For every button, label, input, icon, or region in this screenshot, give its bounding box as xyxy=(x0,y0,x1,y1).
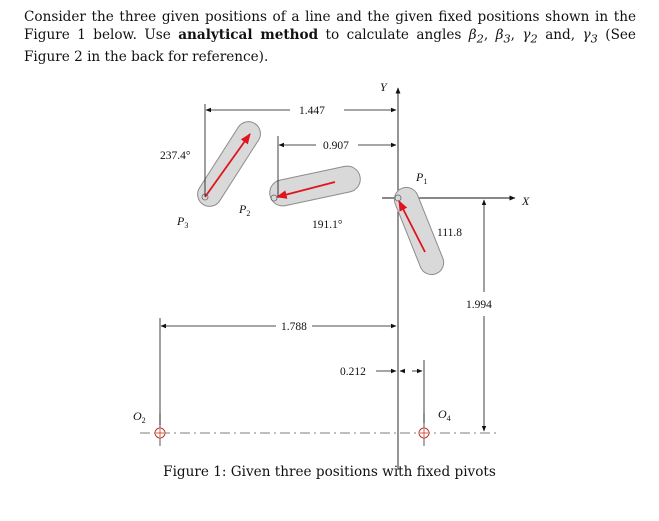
svg-text:1.788: 1.788 xyxy=(281,321,307,333)
angle-111-label: 111.8 xyxy=(437,227,463,239)
point-p1-label: $P_1$ xyxy=(416,170,428,186)
gamma-3: $\gamma_3$ xyxy=(582,27,598,46)
problem-statement: Consider the three given positions of a line and the given fixed positions shown in the Figure 1 below. Use analytical method to calculate angles $\beta_2$, $\beta_3$, $\gamma_2$ and, $\gamma_3$ (See Figure 2 in the back for reference). xyxy=(24,9,636,65)
angle-191-label: 191.1° xyxy=(312,219,343,231)
link-position-p2 xyxy=(267,164,362,209)
svg-text:1.447: 1.447 xyxy=(299,105,325,117)
beta-3: $\beta_3$ xyxy=(495,27,511,46)
beta-2: $\beta_2$ xyxy=(468,27,484,46)
svg-text:0.212: 0.212 xyxy=(340,366,366,378)
and-word: and, xyxy=(537,27,583,43)
link-position-p3 xyxy=(193,117,265,211)
dimension-0212 xyxy=(340,360,424,423)
svg-text:0.907: 0.907 xyxy=(323,140,349,152)
problem-text-2: to calculate angles xyxy=(318,27,469,43)
pivot-o2 xyxy=(155,414,165,446)
problem-text-1: Consider the three given positions of a line and the given fixed positions shown in the Figure 1 below. Use xyxy=(24,9,636,43)
problem-bold-text: analytical method xyxy=(178,27,319,43)
pivot-o4-label: $O_4$ xyxy=(438,407,451,423)
svg-text:1.994: 1.994 xyxy=(466,299,492,311)
angle-237-label: 237.4° xyxy=(160,150,191,162)
dimension-1994 xyxy=(466,200,492,431)
gamma-2: $\gamma_2$ xyxy=(522,27,538,46)
problem-text-3: (See Figure 2 in the back for reference). xyxy=(24,27,636,65)
point-p3-label: $P_3$ xyxy=(177,214,189,230)
x-axis-label: X xyxy=(522,194,530,208)
y-axis-label: Y xyxy=(380,80,387,94)
figure-caption: Figure 1: Given three positions with fixed pivots xyxy=(163,464,496,480)
point-p2-label: $P_2$ xyxy=(239,202,251,218)
pivot-o2-label: $O_2$ xyxy=(133,409,146,425)
pivot-o4 xyxy=(419,414,429,446)
